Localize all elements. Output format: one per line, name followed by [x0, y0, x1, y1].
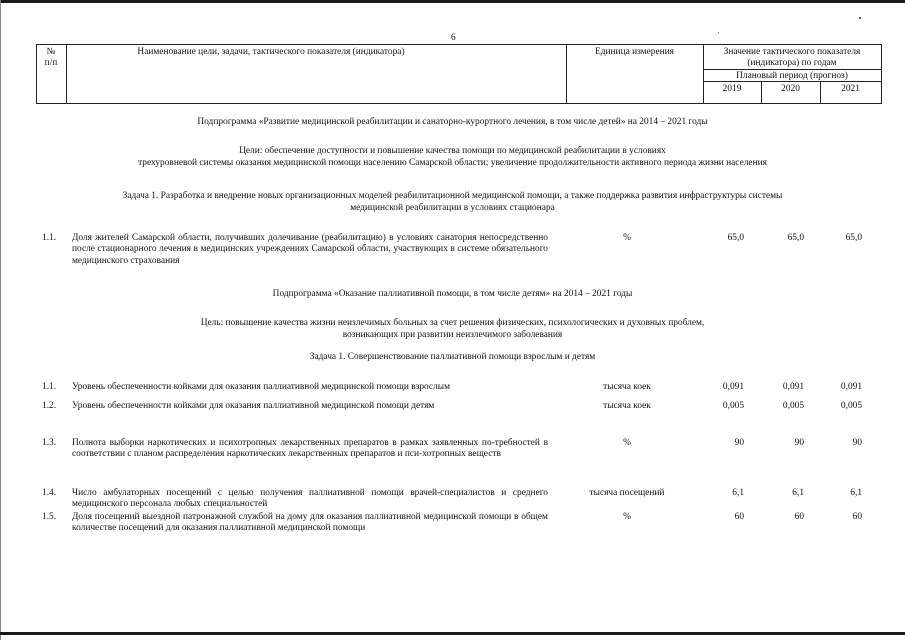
- subprogram-task: медицинской реабилитации в условиях стационара: [350, 203, 555, 213]
- column-header-year: 2020: [781, 84, 800, 94]
- row-number: 1.2.: [42, 401, 57, 411]
- column-header-period: Плановый период (прогноз): [736, 71, 848, 81]
- scan-speck: [718, 32, 719, 33]
- row-unit: %: [623, 438, 631, 448]
- row-value-2021: 60: [852, 512, 862, 522]
- row-value-2020: 60: [794, 512, 804, 522]
- row-value-2021: 0,091: [840, 382, 862, 392]
- subprogram-title: Подпрограмма «Развитие медицинской реабилитации и санаторно-курортного лечения, в том числе детей» на 2014 – 2021 годы: [197, 117, 708, 127]
- row-value-2021: 90: [852, 438, 862, 448]
- column-header-unit: Единица измерения: [595, 47, 674, 57]
- row-indicator-name: Полнота выборки наркотических и психотропных лекарственных препаратов в рамках заявленных по-требностей в соответствии с планом распределения наркотических лекарственных препаратов и пси-хотропных веществ: [72, 438, 548, 460]
- row-value-2019: 6,1: [732, 488, 744, 498]
- scan-speck: [859, 17, 861, 19]
- scan-border-bottom: [0, 632, 905, 635]
- page-number: 6: [451, 33, 456, 43]
- subprogram-goal: Цели: обеспечение доступности и повышение качества помощи по медицинской реабилитации в условиях: [239, 146, 666, 156]
- column-header-value: Значение тактического показателя (индикатора) по годам: [723, 47, 861, 69]
- row-value-2020: 90: [794, 438, 804, 448]
- row-indicator-name: Доля жителей Самарской области, получивших долечивание (реабилитацию) в условиях санатория непосредственно после стационарного лечения в медицинских учреждениях Самарской области, участвующих в системе обязательного медицинского страхования: [72, 233, 548, 266]
- column-header-year: 2021: [841, 84, 860, 94]
- row-value-2020: 65,0: [787, 233, 804, 243]
- row-value-2021: 65,0: [845, 233, 862, 243]
- row-value-2020: 0,091: [782, 382, 804, 392]
- column-header-name: Наименование цели, задачи, тактического показателя (индикатора): [137, 47, 405, 57]
- row-value-2019: 65,0: [727, 233, 744, 243]
- row-indicator-name: Доля посещений выездной патронажной службой на дому для оказания паллиативной медицинской помощи в общем количестве посещений для оказания паллиативной медицинской помощи: [72, 512, 548, 534]
- subprogram-goal: Цель: повышение качества жизни неизлечимых больных за счет решения физических, психологических и духовных проблем,: [200, 318, 705, 328]
- row-value-2021: 0,005: [840, 401, 862, 411]
- row-unit: тысяча коек: [603, 401, 651, 411]
- row-number: 1.1.: [42, 382, 57, 392]
- row-number: 1.1.: [42, 233, 57, 243]
- row-unit: тысяча посещений: [589, 488, 665, 498]
- table-header: [36, 44, 882, 104]
- row-unit: %: [623, 512, 631, 522]
- column-header-num: № п/п: [44, 47, 58, 69]
- row-indicator-name: Уровень обеспеченности койками для оказания паллиативной медицинской помощи взрослым: [72, 382, 450, 392]
- row-indicator-name: Уровень обеспеченности койками для оказания паллиативной медицинской помощи детям: [72, 401, 435, 411]
- row-value-2020: 0,005: [782, 401, 804, 411]
- row-number: 1.4.: [42, 488, 57, 498]
- row-number: 1.5.: [42, 512, 57, 522]
- scan-border-top: [0, 0, 905, 3]
- row-unit: %: [623, 233, 631, 243]
- row-value-2019: 60: [734, 512, 744, 522]
- row-number: 1.3.: [42, 438, 57, 448]
- row-value-2021: 6,1: [850, 488, 862, 498]
- row-unit: тысяча коек: [603, 382, 651, 392]
- row-value-2019: 90: [734, 438, 744, 448]
- subprogram-task: Задача 1. Разработка и внедрение новых организационных моделей реабилитационной медицинской помощи, а также поддержка развития инфраструктуры системы: [122, 191, 783, 201]
- row-value-2019: 0,091: [722, 382, 744, 392]
- subprogram-goal: возникающих при развитии неизлечимого заболевания: [342, 330, 563, 340]
- subprogram-goal: трехуровневой системы оказания медицинской помощи населению Самарской области; увеличение продолжительности активного периода жизни населения: [138, 158, 767, 168]
- subprogram-title: Подпрограмма «Оказание паллиативной помощи, в том числе детям» на 2014 – 2021 годы: [272, 289, 633, 299]
- subprogram-task: Задача 1. Совершенствование паллиативной помощи взрослым и детям: [309, 352, 596, 362]
- column-header-year: 2019: [722, 84, 742, 94]
- row-value-2019: 0,005: [722, 401, 744, 411]
- row-indicator-name: Число амбулаторных посещений с целью получения паллиативной помощи врачей-специалистов и среднего медицинского персонала любых специальностей: [72, 488, 548, 510]
- row-value-2020: 6,1: [792, 488, 804, 498]
